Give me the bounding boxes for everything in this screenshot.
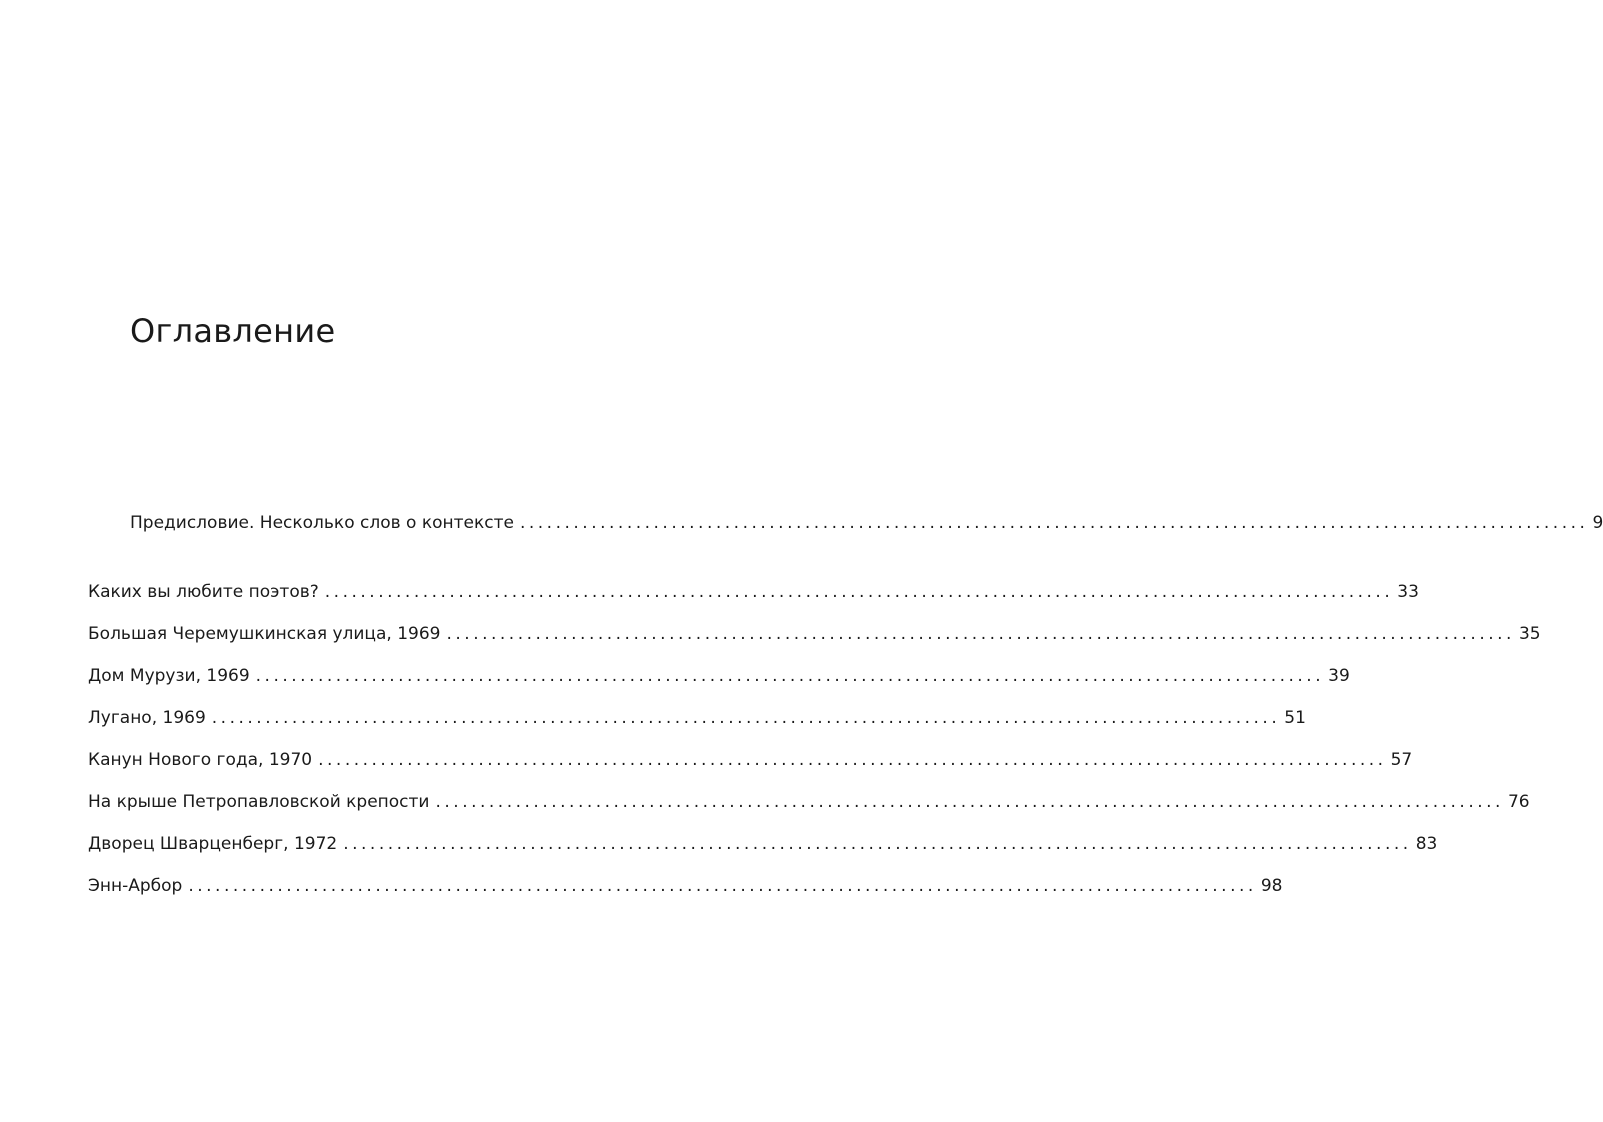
toc-entry[interactable]	[88, 874, 1283, 898]
toc-entry-title: Энн-Арбор	[88, 876, 183, 896]
toc-dot-leader: ........................................................................................................................	[324, 582, 1394, 602]
toc-entry[interactable]	[88, 622, 1541, 646]
toc-dot-leader: ........................................................................................................................	[519, 513, 1589, 533]
toc-entry-title: Канун Нового года, 1970	[88, 750, 313, 770]
toc-dot-leader: ........................................................................................................................	[255, 666, 1325, 686]
toc-entry-title: Лугано, 1969	[88, 708, 206, 728]
toc-entry[interactable]	[88, 664, 1350, 688]
toc-page-number: 76	[1507, 792, 1530, 812]
toc-dot-leader: ........................................................................................................................	[188, 876, 1257, 896]
toc-entry-preface[interactable]	[130, 511, 1603, 535]
toc-page-number: 35	[1518, 624, 1541, 644]
page-title: Оглавление	[130, 312, 336, 350]
toc-entry[interactable]	[88, 832, 1438, 856]
toc-page-number: 98	[1260, 876, 1283, 896]
toc-dot-leader: ........................................................................................................................	[435, 792, 1504, 812]
toc-page-number: 9	[1592, 513, 1603, 533]
toc-entry[interactable]	[88, 748, 1413, 772]
toc-entry-title: Дворец Шварценберг, 1972	[88, 834, 338, 854]
toc-entry-title: Каких вы любите поэтов?	[88, 582, 319, 602]
toc-entry[interactable]	[88, 790, 1530, 814]
toc-entry-title: Дом Мурузи, 1969	[88, 666, 250, 686]
toc-entry-title: Предисловие. Несколько слов о контексте	[130, 513, 514, 533]
toc-dot-leader: ........................................................................................................................	[318, 750, 1387, 770]
toc-dot-leader: ........................................................................................................................	[343, 834, 1412, 854]
toc-page-number: 57	[1390, 750, 1413, 770]
toc-entry[interactable]	[88, 580, 1419, 604]
toc-page-number: 33	[1397, 582, 1419, 602]
toc-page-number: 39	[1328, 666, 1350, 686]
toc-dot-leader: ........................................................................................................................	[211, 708, 1281, 728]
toc-page-number: 83	[1415, 834, 1438, 854]
toc-dot-leader: ........................................................................................................................	[446, 624, 1515, 644]
toc-entry[interactable]	[88, 706, 1306, 730]
toc-entry-title: Большая Черемушкинская улица, 1969	[88, 624, 441, 644]
toc-page-number: 51	[1284, 708, 1306, 728]
toc-entry-title: На крыше Петропавловской крепости	[88, 792, 430, 812]
